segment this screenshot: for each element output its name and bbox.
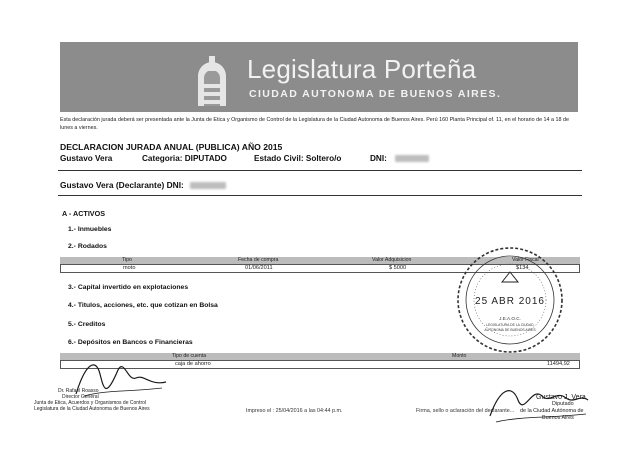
declarant-signature-block bbox=[518, 394, 586, 422]
printed-timestamp: Impreso el : 25/04/2016 a las 04:44 p.m. bbox=[246, 408, 343, 414]
legislature-building-icon bbox=[188, 50, 236, 106]
director-name: Dr. Rafael Roasso bbox=[58, 388, 99, 394]
document-title: DECLARACION JURADA ANUAL (PUBLICA) AÑO 2015 bbox=[60, 142, 283, 152]
director-title: Director General bbox=[62, 394, 99, 400]
dni-label-text: DNI: bbox=[370, 154, 387, 163]
cell-tipo-cuenta: caja de ahorro bbox=[175, 361, 211, 367]
cell-fecha: 01/06/2011 bbox=[245, 265, 273, 271]
redacted-dni bbox=[395, 155, 429, 162]
item-rodados: 2.- Rodados bbox=[68, 243, 107, 250]
cell-valor-adquisicion: $ 5000 bbox=[389, 265, 407, 271]
item-depositos: 6.- Depósitos en Bancos o Financieras bbox=[68, 339, 193, 346]
stamp-line3: AUTONOMA DE BUENOS AIRES bbox=[484, 328, 536, 332]
declarant-signature-name: Gustavo J. Vera bbox=[536, 394, 586, 401]
cell-monto: 11494,92 bbox=[547, 361, 570, 367]
col-header: Tipo bbox=[122, 257, 132, 263]
item-capital: 3.- Capital invertido en explotaciones bbox=[68, 284, 189, 291]
declarante-line bbox=[60, 180, 226, 190]
col-header: Tipo de cuenta bbox=[172, 353, 207, 359]
submission-notice: Esta declaración jurada deberá ser presentada ante la Junta de Etica y Organismo de Control de la Legislatura de la Ciudad Autonoma de Buenos Aires. Perú 160 Planta Principal of. 11, en el horario de 14 a 18 de lunes a viernes. bbox=[60, 117, 570, 131]
stamp-line1: J.E.A.O.C. bbox=[499, 316, 521, 321]
stamp-date: 25 ABR 2016 bbox=[475, 296, 545, 307]
director-legislature: Legislatura de la Ciudad Autonoma de Buenos Aires bbox=[34, 406, 150, 412]
section-activos: A - ACTIVOS bbox=[62, 209, 105, 218]
brand-subtitle: CIUDAD AUTONOMA DE BUENOS AIRES. bbox=[249, 88, 502, 100]
declarant-name: Gustavo Vera bbox=[60, 154, 113, 163]
received-stamp bbox=[440, 240, 580, 360]
signature-caption: Firma, sello o aclaración del declarante... bbox=[416, 408, 515, 414]
civil-status: Estado Civil: Soltero/o bbox=[254, 154, 342, 163]
col-header: Valor Fiscal bbox=[512, 257, 539, 263]
declarante-text: Gustavo Vera (Declarante) DNI: bbox=[60, 180, 184, 190]
director-office: Junta de Etica, Acuerdos y Organismos de Control bbox=[34, 400, 147, 406]
col-header: Monto bbox=[452, 353, 467, 359]
item-titulos: 4.- Titulos, acciones, etc. que cotizan en Bolsa bbox=[68, 302, 218, 309]
cell-valor-fiscal: $134 bbox=[516, 265, 529, 271]
item-inmuebles: 1.- Inmuebles bbox=[68, 226, 112, 233]
cell-tipo: moto bbox=[123, 265, 136, 271]
declarant-category: Categoria: DIPUTADO bbox=[142, 154, 227, 163]
declarant-city: Buenos Aires bbox=[542, 415, 574, 421]
brand-name: Legislatura Porteña bbox=[247, 54, 477, 84]
divider bbox=[58, 195, 582, 196]
declarant-jurisdiction: de la Ciudad Autónoma de bbox=[520, 408, 584, 414]
divider bbox=[58, 170, 582, 171]
redacted-declarante-dni bbox=[190, 182, 226, 189]
col-header: Fecha de compra bbox=[238, 257, 279, 263]
item-creditos: 5.- Creditos bbox=[68, 321, 106, 328]
director-signature-block bbox=[34, 388, 150, 412]
dni-label bbox=[370, 154, 429, 163]
declarant-role: Diputado bbox=[552, 401, 574, 407]
stamp-line2: LEGISLATURA DE LA CIUDAD bbox=[486, 323, 534, 327]
col-header: Valor Adquisicion bbox=[372, 257, 412, 263]
